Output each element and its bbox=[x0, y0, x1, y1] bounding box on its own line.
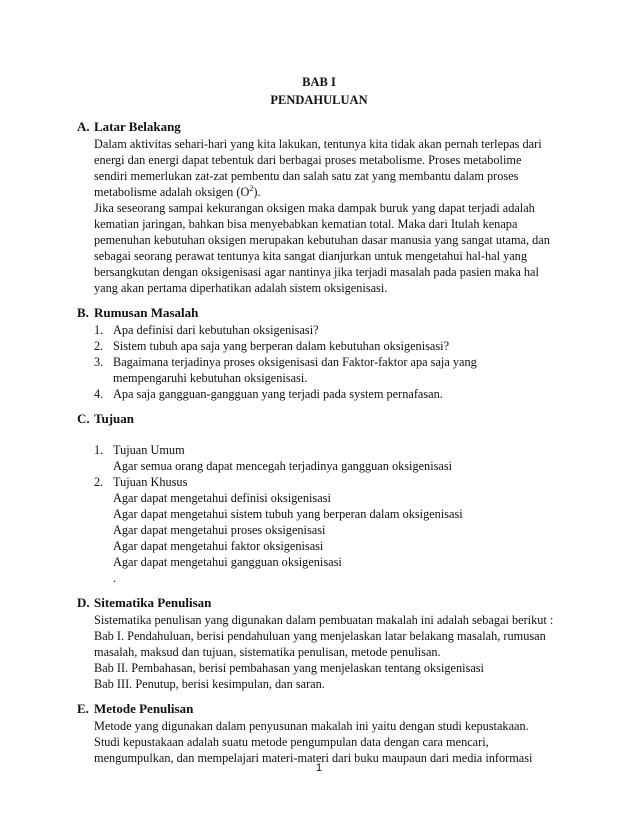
paragraph-line: yang akan pertama diperhatikan adalah sistem oksigenisasi. bbox=[94, 281, 388, 295]
section-c-letter: C. bbox=[77, 411, 90, 426]
paragraph-line: Bab II. Pembahasan, berisi pembahasan yang menjelaskan tentang oksigenisasi bbox=[94, 661, 484, 675]
paragraph-line: . bbox=[113, 571, 117, 585]
section-c-title: Tujuan bbox=[94, 411, 134, 426]
list-item: Sistem tubuh apa saja yang berperan dalam kebutuhan oksigenisasi? bbox=[113, 339, 450, 353]
chapter-title: PENDAHULUAN bbox=[270, 93, 368, 107]
section-b-title: Rumusan Masalah bbox=[94, 305, 199, 320]
section-a-letter: A. bbox=[77, 119, 90, 134]
list-number: 1. bbox=[94, 443, 104, 457]
section-e-title: Metode Penulisan bbox=[94, 701, 194, 716]
section-e-heading bbox=[77, 700, 193, 718]
paragraph-line: energi dan energi dapat tebentuk dari berbagai proses metabolisme. Proses metabolime bbox=[94, 153, 522, 167]
list-number: 1. bbox=[94, 323, 104, 337]
list-item-continuation: mempengaruhi kebutuhan oksigenisasi. bbox=[113, 371, 308, 385]
paragraph-line: masalah, maksud dan tujuan, sistematika penulisan, metode penulisan. bbox=[94, 645, 441, 659]
paragraph-line: Metode yang digunakan dalam penyusunan makalah ini yaitu dengan studi kepustakaan. bbox=[94, 719, 529, 733]
paragraph-line: pemenuhan kebutuhan oksigen merupakan kebutuhan dasar manusia yang sangat utama, dan bbox=[94, 233, 550, 247]
paragraph-line: Agar dapat mengetahui sistem tubuh yang berperan dalam oksigenisasi bbox=[113, 507, 463, 521]
superscript: 2 bbox=[249, 183, 254, 193]
list-number: 2. bbox=[94, 475, 104, 489]
list-number: 3. bbox=[94, 355, 104, 369]
section-b-heading bbox=[77, 304, 198, 322]
section-d-letter: D. bbox=[77, 595, 90, 610]
list-number: 2. bbox=[94, 339, 104, 353]
paragraph-line: bersangkutan dengan oksigenisasi agar nantinya jika terjadi masalah pada pasien maka hal bbox=[94, 265, 539, 279]
paragraph-line: kematian jaringan, bahkan bisa menyebabkan kematian total. Maka dari Itulah kenapa bbox=[94, 217, 518, 231]
paragraph-line: Dalam aktivitas sehari-hari yang kita lakukan, tentunya kita tidak akan pernah terlepas dari bbox=[94, 137, 542, 151]
paragraph-line: Studi kepustakaan adalah suatu metode pengumpulan data dengan cara mencari, bbox=[94, 735, 489, 749]
paragraph-line: Sistematika penulisan yang digunakan dalam pembuatan makalah ini adalah sebagai berikut : bbox=[94, 613, 554, 627]
list-item: Apa saja gangguan-gangguan yang terjadi pada system pernafasan. bbox=[113, 387, 443, 401]
paragraph-line: Jika seseorang sampai kekurangan oksigen maka dampak buruk yang dapat terjadi adalah bbox=[94, 201, 535, 215]
paragraph-line: metabolisme adalah oksigen $(O^2)$. bbox=[94, 183, 261, 199]
section-c-heading bbox=[77, 410, 134, 428]
paragraph-line: Agar dapat mengetahui definisi oksigenisasi bbox=[113, 491, 331, 505]
paragraph-line: Agar dapat mengetahui faktor oksigenisasi bbox=[113, 539, 324, 553]
section-a-heading bbox=[77, 118, 181, 136]
paragraph-line: sendiri memerlukan zat-zat pembentu dan salah satu zat yang membantu dalam proses bbox=[94, 169, 519, 183]
paragraph-line: sebagai seorang perawat tentunya kita sangat dianjurkan untuk mengetahui hal-hal yang bbox=[94, 249, 527, 263]
list-item: Apa definisi dari kebutuhan oksigenisasi? bbox=[113, 323, 319, 337]
paragraph-line: Agar semua orang dapat mencegah terjadinya gangguan oksigenisasi bbox=[113, 459, 453, 473]
chapter-number: BAB I bbox=[302, 75, 336, 89]
section-a-title: Latar Belakang bbox=[94, 119, 181, 134]
paragraph-line: Agar dapat mengetahui gangguan oksigenisasi bbox=[113, 555, 342, 569]
section-e-letter: E. bbox=[77, 701, 89, 716]
section-b-letter: B. bbox=[77, 305, 89, 320]
subsection-title: Tujuan Umum bbox=[113, 443, 185, 457]
section-d-heading bbox=[77, 594, 211, 612]
section-d-title: Sitematika Penulisan bbox=[94, 595, 212, 610]
paragraph-line: Agar dapat mengetahui proses oksigenisasi bbox=[113, 523, 326, 537]
subsection-title: Tujuan Khusus bbox=[113, 475, 188, 489]
list-item: Bagaimana terjadinya proses oksigenisasi dan Faktor-faktor apa saja yang bbox=[113, 355, 477, 369]
paragraph-line: Bab III. Penutup, berisi kesimpulan, dan saran. bbox=[94, 677, 325, 691]
list-number: 4. bbox=[94, 387, 104, 401]
paragraph-line: Bab I. Pendahuluan, berisi pendahuluan yang menjelaskan latar belakang masalah, rumusan bbox=[94, 629, 546, 643]
paragraph-line: mengumpulkan, dan mempelajari materi-materi dari buku maupaun dari media informasi bbox=[94, 751, 533, 765]
page-number: 1 bbox=[315, 762, 323, 774]
